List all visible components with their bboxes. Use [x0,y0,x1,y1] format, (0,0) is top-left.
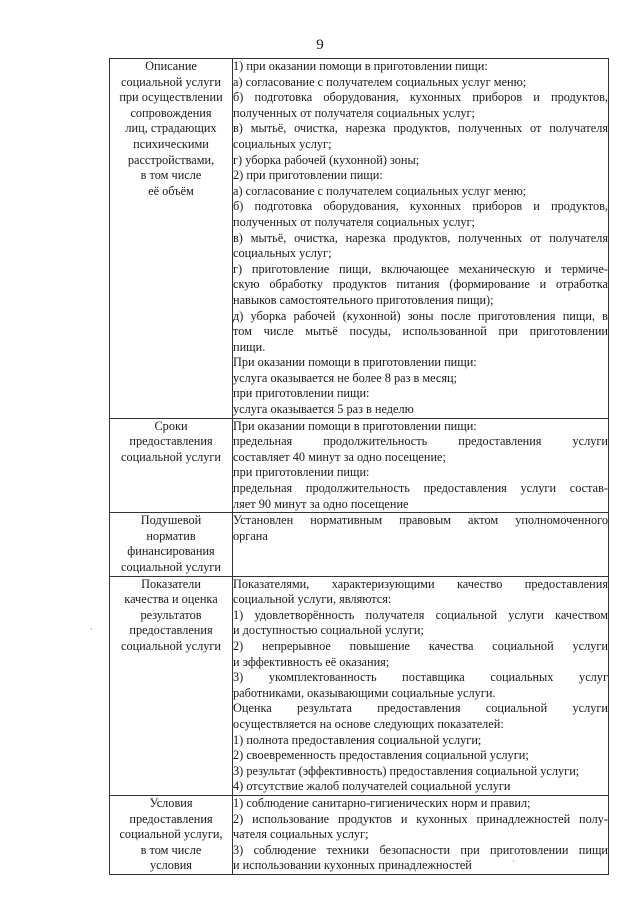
content-line: социальных услуг; [233,246,332,261]
content-line: 1) при оказании помощи в приготовлении пищи: [233,59,488,73]
row-description [110,59,609,419]
row-label-cell [110,795,233,874]
content-line: 2) использование продуктов и кухонных принадлежностей полу- [233,811,608,826]
row-label-line: социальной услуги [121,449,221,464]
content-line: и доступностью социальной услуги; [233,623,424,638]
service-description-table [109,58,609,875]
row-label-cell [110,418,233,513]
content-line: составляет 40 минут за одно посещение; [233,449,446,464]
content-line: услуга оказывается 5 раз в неделю [233,402,414,417]
content-line: осуществляется на основе следующих показателей: [233,716,504,731]
row-label-line: результатов [140,607,202,622]
content-line: 3) соблюдение техники безопасности при приготовлении пищи [233,842,608,857]
row-label-line: Описание [145,59,197,73]
row-label-line: предоставления [129,811,213,826]
content-line: в) мытьё, очистка, нарезка продуктов, полученных от получателя [233,230,608,245]
content-line: Оценка результата предоставления социальной услуги [233,701,608,716]
content-line: органа [233,528,268,543]
row-label-line: качества и оценка [124,592,218,607]
row-label-line: социальной услуги [121,638,221,653]
content-line: при приготовлении пищи: [233,465,370,480]
content-line: 3) укомплектованность поставщика социальных услуг [233,670,608,685]
content-line: 2) при приготовлении пищи: [233,168,383,183]
content-line: социальной услуги, являются: [233,592,392,607]
row-content-cell [233,513,609,576]
content-line: чателя социальных услуг; [233,827,369,842]
row-label-line: сопровождения [130,105,212,120]
content-line: а) согласование с получателем социальных услуг меню; [233,74,527,89]
row-content-cell [233,418,609,513]
row-label-line: предоставления [129,434,213,449]
row-content-cell [233,576,609,795]
content-line: том числе мытьё посуды, использованной при приготовлении [233,324,608,339]
row-label-line: её объём [148,183,194,198]
row-label-cell [110,576,233,795]
content-line: навыков самостоятельного приготовления пищи); [233,292,494,307]
row-label-line: лиц, страдающих [125,121,217,136]
content-line: и использовании кухонных принадлежностей [233,858,472,873]
content-line: полученных от получателя социальных услуг; [233,105,475,120]
content-line: пищи. [233,339,266,354]
content-line: скую обработку продуктов питания (формирование и отработка [233,277,608,292]
row-label-line: Показатели [141,576,201,591]
row-label-line: психическими [133,136,209,151]
row-label-line: финансирования [127,544,215,559]
content-line: услуга оказывается не более 8 раз в месяц; [233,370,458,385]
row-terms [110,418,609,513]
row-label-line: Подушевой [140,513,202,528]
row-content-cell [233,795,609,874]
content-line: 1) полнота предоставления социальной услуги; [233,732,482,747]
content-line: При оказании помощи в приготовлении пищи: [233,418,477,433]
content-line: При оказании помощи в приготовлении пищи: [233,355,477,370]
content-line: социальных услуг; [233,136,332,151]
row-label-line: норматив [146,528,196,543]
row-label-line: при осуществлении [119,90,223,105]
row-conditions [110,795,609,874]
content-line: предельная продолжительность предоставления услуги [233,434,608,449]
content-line: в) мытьё, очистка, нарезка продуктов, полученных от получателя [233,121,608,136]
content-line: г) уборка рабочей (кухонной) зоны; [233,152,420,167]
content-line: и эффективность её оказания; [233,654,390,669]
content-line: предельная продолжительность предоставления услуги состав- [233,481,608,496]
content-line: ляет 90 минут за одно посещение [233,496,409,511]
row-quality [110,576,609,795]
page-number: 9 [316,37,324,53]
row-label-line: в том числе [140,842,202,857]
content-line: 4) отсутствие жалоб получателей социальной услуги [233,779,511,794]
scan-speck: · [512,856,515,866]
content-line: полученных от получателя социальных услуг; [233,214,475,229]
row-label-line: социальной услуги, [119,827,223,842]
row-standard [110,513,609,576]
content-line: 2) своевременность предоставления социальной услуги; [233,748,529,763]
content-line: б) подготовка оборудования, кухонных приборов и продуктов, [233,90,608,105]
content-line: 2) непрерывное повышение качества социальной услуги [233,638,608,653]
content-line: б) подготовка оборудования, кухонных приборов и продуктов, [233,199,608,214]
content-line: Показателями, характеризующими качество предоставления [233,576,608,591]
content-line: 3) результат (эффективность) предоставления социальной услуги; [233,763,580,778]
content-line: при приготовлении пищи: [233,386,370,401]
row-label-line: расстройствами, [127,152,215,167]
scan-speck: · [90,624,93,634]
row-label-line: Условия [149,795,193,810]
content-line: г) приготовление пищи, включающее механическую и термиче- [233,261,608,276]
content-line: а) согласование с получателем социальных услуг меню; [233,183,527,198]
content-line: 1) соблюдение санитарно-гигиенических норм и правил; [233,795,531,810]
row-label-cell [110,513,233,576]
content-line: работниками, оказывающими социальные услуги. [233,685,496,700]
row-label-line: в том числе [140,168,202,183]
row-label-line: социальной услуги [121,560,221,574]
content-line: д) уборка рабочей (кухонной) зоны после приготовления пищи, в [233,308,608,323]
row-label-line: предоставления [129,623,213,638]
content-line: 1) удовлетворённость получателя социальной услуги качеством [233,607,608,622]
row-label-line: Сроки [154,418,188,433]
row-label-line: условия [150,858,192,873]
row-label-line: социальной услуги [121,74,221,89]
row-content-cell [233,59,609,419]
row-label-cell [110,59,233,419]
content-line: Установлен нормативным правовым актом уполномоченного [233,513,608,528]
